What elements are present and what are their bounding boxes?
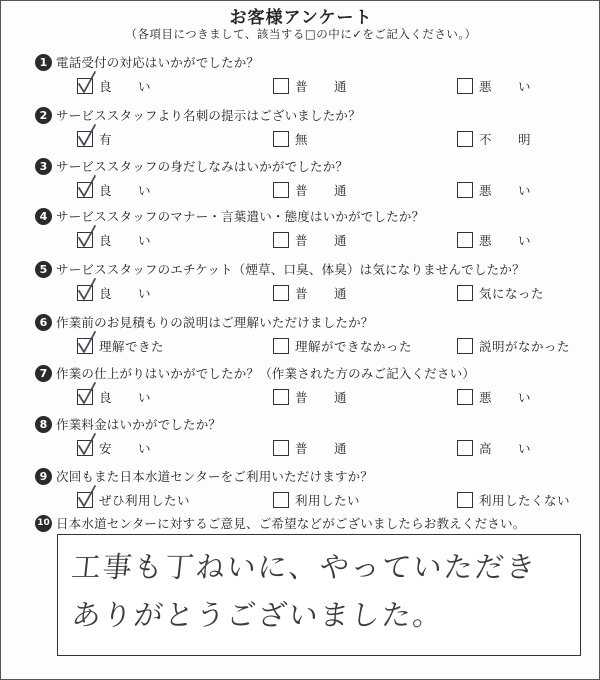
checkbox[interactable] [273, 285, 289, 301]
answer-option[interactable] [457, 74, 531, 98]
answer-option[interactable] [77, 281, 151, 305]
answer-option[interactable] [457, 385, 531, 409]
question-header [35, 259, 525, 279]
answer-option[interactable] [77, 127, 112, 151]
question-text: 作業料金はいかがでしたか？ [56, 417, 222, 432]
checkbox[interactable] [457, 182, 473, 198]
question-header [35, 206, 424, 226]
checkbox[interactable] [273, 232, 289, 248]
question-header [35, 466, 373, 486]
answer-option[interactable] [273, 385, 347, 409]
answer-option[interactable] [273, 436, 347, 460]
answer-option[interactable] [77, 488, 190, 512]
checked-checkbox[interactable] [77, 440, 93, 456]
answer-options [35, 74, 595, 98]
checkbox[interactable] [457, 338, 473, 354]
form-title: お客様アンケート [229, 8, 373, 28]
answer-options [35, 178, 595, 202]
question-7 [35, 363, 595, 421]
option-label: 良 い [99, 233, 152, 248]
option-label: 有 [99, 132, 113, 147]
answer-option[interactable] [273, 228, 347, 252]
checked-checkbox[interactable] [77, 338, 93, 354]
answer-option[interactable] [457, 334, 570, 358]
option-label: ぜひ利用したい [99, 493, 191, 508]
option-label: 理解ができなかった [295, 339, 413, 354]
question-5 [35, 259, 595, 317]
option-label: 不 明 [479, 132, 532, 147]
question-number: 8 [35, 416, 52, 433]
question-text: サービススタッフの身だしなみはいかがでしたか？ [56, 159, 349, 174]
answer-options [35, 228, 595, 252]
question-2 [35, 105, 595, 163]
checked-checkbox[interactable] [77, 285, 93, 301]
checkbox[interactable] [273, 338, 289, 354]
answer-option[interactable] [457, 228, 531, 252]
question-header [35, 312, 374, 332]
check-mark-icon [76, 330, 98, 356]
question-text: 次回もまた日本水道センターをご利用いただけますか？ [56, 469, 374, 484]
option-label: 良 い [99, 390, 152, 405]
option-label: 高 い [479, 441, 532, 456]
checkbox[interactable] [273, 182, 289, 198]
checked-checkbox[interactable] [77, 492, 93, 508]
check-mark-icon [76, 123, 98, 149]
answer-options [35, 385, 595, 409]
question-text: 日本水道センターに対するご意見、ご希望などがございましたらお教えください。 [56, 516, 526, 531]
answer-option[interactable] [457, 178, 531, 202]
answer-option[interactable] [77, 436, 151, 460]
check-mark-icon [76, 484, 98, 510]
check-mark-icon [76, 174, 98, 200]
option-label: 普 通 [295, 79, 348, 94]
option-label: 理解できた [99, 339, 165, 354]
option-label: 安 い [99, 441, 152, 456]
answer-option[interactable] [457, 127, 531, 151]
comment-answer-box[interactable] [57, 534, 581, 656]
option-label: 悪 い [479, 79, 532, 94]
question-8 [35, 414, 595, 472]
answer-option[interactable] [457, 281, 544, 305]
option-label: 普 通 [295, 441, 348, 456]
checked-checkbox[interactable] [77, 131, 93, 147]
option-label: 利用したくない [479, 493, 571, 508]
checkbox[interactable] [273, 78, 289, 94]
checked-checkbox[interactable] [77, 389, 93, 405]
question-text: 作業の仕上がりはいかがでしたか？（作業された方のみご記入ください） [56, 366, 476, 381]
question-1 [35, 52, 595, 110]
question-text: 作業前のお見積もりの説明はご理解いただけましたか？ [56, 315, 374, 330]
answer-option[interactable] [77, 385, 151, 409]
answer-option[interactable] [77, 178, 151, 202]
question-number: 7 [35, 365, 52, 382]
question-text: サービススタッフのマナー・言葉遣い・態度はいかがでしたか？ [56, 209, 425, 224]
option-label: 良 い [99, 79, 152, 94]
question-number: 10 [35, 515, 52, 532]
checkbox[interactable] [457, 131, 473, 147]
checkbox[interactable] [457, 492, 473, 508]
checkbox[interactable] [457, 285, 473, 301]
question-text: サービススタッフより名刺の提示はございましたか？ [56, 108, 361, 123]
answer-option[interactable] [77, 74, 151, 98]
checkbox[interactable] [457, 232, 473, 248]
answer-option[interactable] [273, 334, 412, 358]
question-number: 4 [35, 208, 52, 225]
answer-options [35, 281, 595, 305]
checkbox[interactable] [457, 78, 473, 94]
checked-checkbox[interactable] [77, 232, 93, 248]
question-header [35, 363, 475, 383]
question-header [35, 52, 259, 72]
question-number: 5 [35, 261, 52, 278]
answer-option[interactable] [273, 281, 347, 305]
checkbox[interactable] [273, 492, 289, 508]
option-label: 普 通 [295, 286, 348, 301]
check-mark-icon [76, 70, 98, 96]
answer-options [35, 488, 595, 512]
handwritten-answer-line-2: ありがとうございました。 [70, 598, 446, 632]
question-text: 電話受付の対応はいかがでしたか？ [56, 55, 260, 70]
answer-option[interactable] [457, 488, 570, 512]
answer-option[interactable] [273, 178, 347, 202]
handwritten-answer-line-1: 工事も丁ねいに、やっていただき [70, 550, 539, 584]
checkbox[interactable] [273, 131, 289, 147]
answer-option[interactable] [457, 436, 531, 460]
answer-option[interactable] [77, 228, 151, 252]
check-mark-icon [76, 432, 98, 458]
question-10 [35, 513, 525, 533]
answer-options [35, 127, 595, 151]
option-label: 普 通 [295, 233, 348, 248]
question-number: 9 [35, 468, 52, 485]
option-label: 気になった [479, 286, 545, 301]
answer-option[interactable] [77, 334, 164, 358]
question-4 [35, 206, 595, 264]
option-label: 悪 い [479, 183, 532, 198]
checkbox[interactable] [457, 389, 473, 405]
checkbox[interactable] [273, 440, 289, 456]
question-text: サービススタッフのエチケット（煙草、口臭、体臭）は気になりませんでしたか？ [56, 262, 525, 277]
option-label: 良 い [99, 286, 152, 301]
check-mark-icon [76, 277, 98, 303]
answer-options [35, 436, 595, 460]
answer-option[interactable] [273, 488, 360, 512]
question-header [35, 414, 221, 434]
option-label: 良 い [99, 183, 152, 198]
question-header [35, 156, 348, 176]
checked-checkbox[interactable] [77, 182, 93, 198]
answer-options [35, 334, 595, 358]
checked-checkbox[interactable] [77, 78, 93, 94]
question-6 [35, 312, 595, 370]
question-number: 2 [35, 107, 52, 124]
check-mark-icon [76, 224, 98, 250]
answer-option[interactable] [273, 74, 347, 98]
question-number: 6 [35, 314, 52, 331]
option-label: 無 [295, 132, 309, 147]
question-number: 1 [35, 54, 52, 71]
checkbox[interactable] [457, 440, 473, 456]
option-label: 普 通 [295, 183, 348, 198]
option-label: 普 通 [295, 390, 348, 405]
check-mark-icon [76, 381, 98, 407]
question-header [35, 105, 361, 125]
option-label: 悪 い [479, 390, 532, 405]
question-number: 3 [35, 158, 52, 175]
option-label: 悪 い [479, 233, 532, 248]
option-label: 利用したい [295, 493, 361, 508]
option-label: 説明がなかった [479, 339, 571, 354]
checkbox[interactable] [273, 389, 289, 405]
form-instructions: （各項目につきまして、該当する□の中に✓をご記入ください。） [125, 27, 477, 41]
answer-option[interactable] [273, 127, 308, 151]
